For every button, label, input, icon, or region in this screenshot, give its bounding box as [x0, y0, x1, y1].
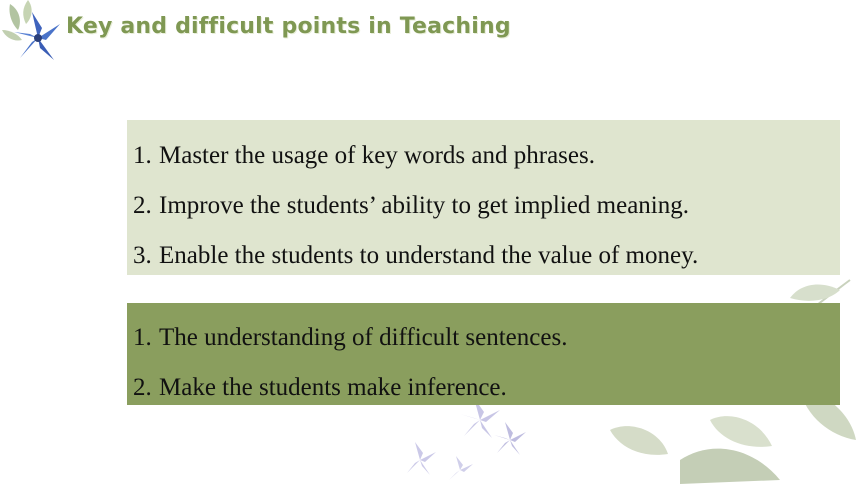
item-text: Improve the students’ ability to get implied meaning. — [159, 192, 689, 219]
item-number: 2. — [133, 192, 152, 219]
item-text: The understanding of difficult sentences. — [159, 324, 568, 351]
item-number: 2. — [133, 374, 152, 401]
key-points-panel — [127, 120, 840, 275]
item-number: 3. — [133, 242, 152, 269]
list-item — [133, 238, 840, 288]
item-text: Enable the students to understand the value of money. — [159, 242, 699, 269]
difficult-points-panel — [127, 303, 840, 405]
item-number: 1. — [133, 324, 152, 351]
list-item — [133, 138, 840, 188]
blue-flower-icon — [0, 0, 72, 72]
page-title: Key and difficult points in Teaching — [66, 14, 511, 39]
item-text: Master the usage of key words and phrases. — [159, 142, 595, 169]
list-item — [133, 188, 840, 238]
item-text: Make the students make inference. — [159, 374, 507, 401]
list-item — [133, 320, 840, 370]
list-item — [133, 370, 840, 420]
item-number: 1. — [133, 142, 152, 169]
